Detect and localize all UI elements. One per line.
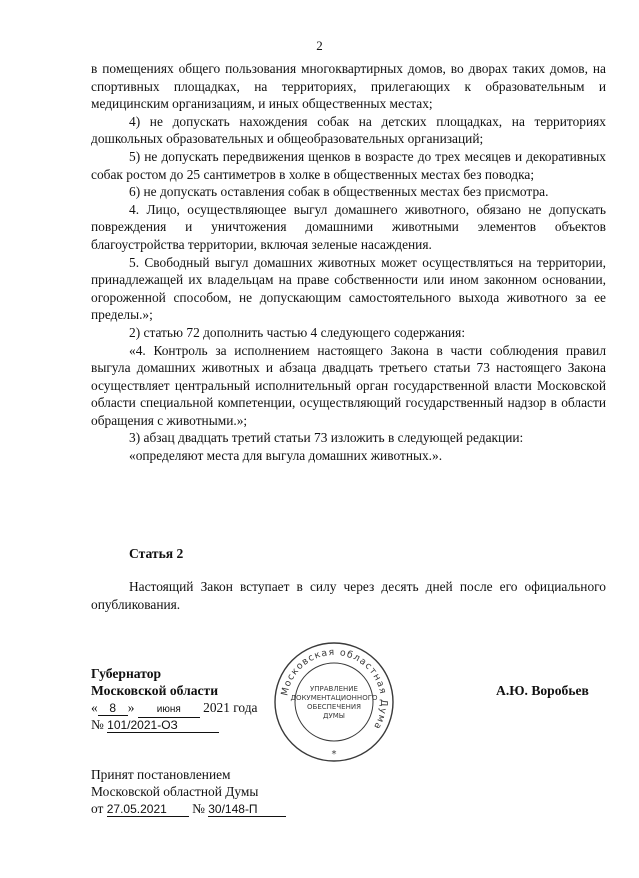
date-year: 2021 года (203, 700, 258, 715)
seal-inner-line: ДОКУМЕНТАЦИОННОГО (290, 694, 378, 702)
paragraph-amendment-2: 2) статью 72 дополнить частью 4 следующего содержания: (129, 324, 466, 340)
law-number-line (91, 717, 219, 733)
seal-inner-line: ОБЕСПЕЧЕНИЯ (307, 703, 361, 711)
signer-position-line1: Губернатор (91, 666, 162, 681)
paragraph-item-6: 6) не допускать оставления собак в общественных местах без присмотра. (129, 184, 549, 200)
adoption-line1: Принят постановлением (91, 767, 231, 782)
law-number: 101/2021-ОЗ (107, 718, 219, 733)
article-body (91, 578, 606, 613)
article-text: Настоящий Закон вступает в силу через десять дней после его официального опубликования. (91, 579, 606, 612)
adoption-line3 (91, 801, 286, 817)
date-quote-close: » (127, 700, 135, 715)
seal-inner-ring (295, 663, 373, 741)
date-day: 8 (98, 701, 128, 716)
seal-inner-line: УПРАВЛЕНИЕ (310, 685, 358, 693)
adoption-date: 27.05.2021 (107, 802, 189, 817)
paragraph-amendment-2-text: «4. Контроль за исполнением настоящего Закона в части соблюдения правил выгула домашних животных и абзаца двадцать третьего статьи 73 настоящего Закона осуществляет центральный исполнительный орган государственной власти Московской области специальной компетенции, осуществляющий государственный надзор в области обращения с животными.»; (91, 342, 606, 428)
paragraph-item-4: 4) не допускать нахождения собак на детских площадках, на территориях дошкольных образовательных и общеобразовательных организаций; (91, 113, 606, 147)
seal-ring-text: Московская областная Дума (279, 646, 390, 732)
date-quote-open: « (91, 700, 98, 715)
paragraph-part-5: 5. Свободный выгул домашних животных может осуществляться на территории, принадлежащей их владельцам на праве собственности или ином законном основании, огороженной способом, не допускающим самостоятельного выхода животного за ее пределы.»; (91, 254, 606, 323)
paragraph-amendment-3-text: «определяют места для выгула домашних животных.». (129, 448, 443, 464)
seal-star: * (331, 749, 337, 760)
paragraph-item-5: 5) не допускать передвижения щенков в возрасте до трех месяцев и декоративных собак ростом до 25 сантиметров в холке в общественных местах без поводка; (91, 148, 606, 182)
adoption-number: 30/148-П (208, 802, 286, 817)
article-title: Статья 2 (129, 546, 184, 561)
law-text (91, 60, 606, 465)
seal-inner-line: ДУМЫ (323, 712, 345, 720)
signature-date-line (91, 700, 257, 718)
signer-name: А.Ю. Воробьев (496, 683, 589, 698)
page-number: 2 (316, 38, 323, 53)
paragraph-part-4: 4. Лицо, осуществляющее выгул домашнего животного, обязано не допускать повреждения и уничтожения домашними животными элементов объектов благоустройства территории, включая зеленые насаждения. (91, 201, 606, 252)
seal-outer-ring (275, 643, 393, 761)
adoption-line2: Московской областной Думы (91, 784, 259, 799)
adoption-number-prefix: № (192, 801, 205, 816)
law-number-prefix: № (91, 717, 104, 732)
date-month: июня (138, 703, 200, 718)
seal-inner-text (290, 685, 377, 720)
adoption-date-prefix: от (91, 801, 104, 816)
signer-position-line2: Московской области (91, 683, 219, 698)
official-seal (272, 640, 396, 764)
paragraph-continuation: в помещениях общего пользования многоквартирных домов, во дворах таких домов, на спортивных площадках, на территориях, прилегающих к образовательным и медицинским организациям, и иных общественных местах; (91, 61, 606, 112)
paragraph-amendment-3: 3) абзац двадцать третий статьи 73 изложить в следующей редакции: (129, 430, 524, 446)
